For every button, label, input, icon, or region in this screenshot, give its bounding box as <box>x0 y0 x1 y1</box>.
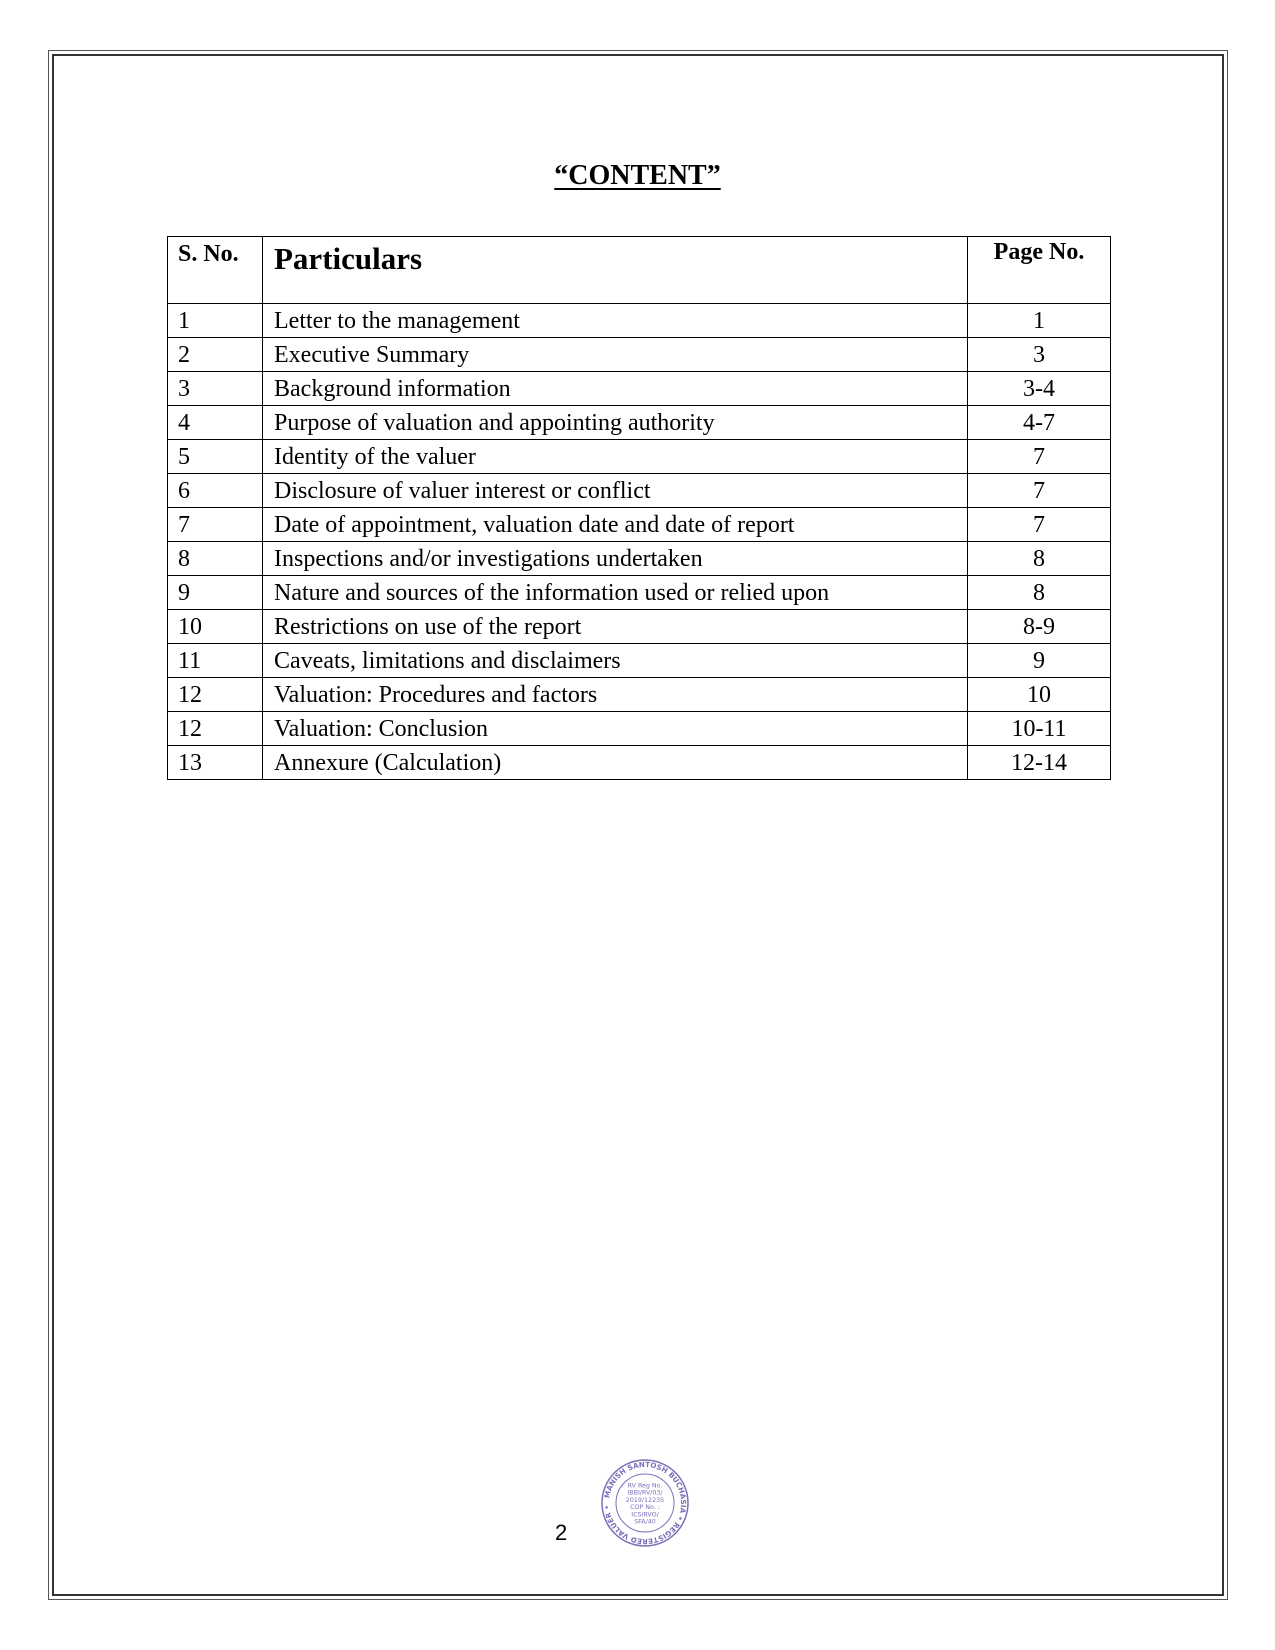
row-serial-number: 13 <box>168 746 263 780</box>
row-page-number: 9 <box>968 644 1111 678</box>
row-page-number: 12-14 <box>968 746 1111 780</box>
row-particulars: Nature and sources of the information used or relied upon <box>263 576 968 610</box>
row-serial-number: 7 <box>168 508 263 542</box>
row-page-number: 3-4 <box>968 372 1111 406</box>
row-particulars: Date of appointment, valuation date and date of report <box>263 508 968 542</box>
header-serial-number: S. No. <box>168 237 263 304</box>
row-serial-number: 11 <box>168 644 263 678</box>
row-serial-number: 3 <box>168 372 263 406</box>
header-page-number: Page No. <box>968 237 1111 304</box>
row-particulars: Disclosure of valuer interest or conflict <box>263 474 968 508</box>
row-page-number: 10-11 <box>968 712 1111 746</box>
row-serial-number: 6 <box>168 474 263 508</box>
row-page-number: 8-9 <box>968 610 1111 644</box>
contents-table <box>167 236 1111 780</box>
table-row <box>168 338 1111 372</box>
row-particulars: Restrictions on use of the report <box>263 610 968 644</box>
document-title-text: “CONTENT” <box>554 160 721 191</box>
row-page-number: 7 <box>968 474 1111 508</box>
seal-text-line: RV Reg No. <box>627 1482 663 1490</box>
row-particulars: Purpose of valuation and appointing authority <box>263 406 968 440</box>
document-title <box>0 160 1275 192</box>
row-page-number: 1 <box>968 304 1111 338</box>
table-row <box>168 508 1111 542</box>
row-page-number: 7 <box>968 508 1111 542</box>
row-page-number: 4-7 <box>968 406 1111 440</box>
table-row <box>168 304 1111 338</box>
table-row <box>168 440 1111 474</box>
row-serial-number: 2 <box>168 338 263 372</box>
row-particulars: Inspections and/or investigations undertaken <box>263 542 968 576</box>
page-number: 2 <box>555 1520 568 1545</box>
table-header-row <box>168 237 1111 304</box>
seal-ring-text: MANISH SANTOSH BUCHASIA • REGISTERED VALUER • <box>602 1459 689 1547</box>
table-row <box>168 406 1111 440</box>
header-particulars: Particulars <box>263 237 968 304</box>
seal-text-line: IBBI/RV/03/ <box>627 1489 663 1497</box>
seal-center-text <box>626 1483 664 1526</box>
row-particulars: Valuation: Procedures and factors <box>263 678 968 712</box>
row-particulars: Valuation: Conclusion <box>263 712 968 746</box>
row-particulars: Caveats, limitations and disclaimers <box>263 644 968 678</box>
table-row <box>168 610 1111 644</box>
row-particulars: Background information <box>263 372 968 406</box>
row-serial-number: 4 <box>168 406 263 440</box>
row-page-number: 8 <box>968 542 1111 576</box>
row-particulars: Executive Summary <box>263 338 968 372</box>
row-particulars: Annexure (Calculation) <box>263 746 968 780</box>
seal-text-line: 2019/12235 <box>625 1496 665 1504</box>
seal-text-line: COP No. : <box>630 1504 660 1512</box>
seal-text-line: SFA/40 <box>634 1518 656 1526</box>
table-row <box>168 712 1111 746</box>
table-row <box>168 542 1111 576</box>
row-serial-number: 1 <box>168 304 263 338</box>
row-page-number: 8 <box>968 576 1111 610</box>
row-particulars: Identity of the valuer <box>263 440 968 474</box>
row-page-number: 3 <box>968 338 1111 372</box>
registered-valuer-seal-stamp <box>600 1458 690 1548</box>
row-serial-number: 12 <box>168 712 263 746</box>
row-page-number: 7 <box>968 440 1111 474</box>
row-page-number: 10 <box>968 678 1111 712</box>
table-row <box>168 678 1111 712</box>
table-row <box>168 644 1111 678</box>
table-row <box>168 746 1111 780</box>
row-serial-number: 10 <box>168 610 263 644</box>
row-serial-number: 12 <box>168 678 263 712</box>
table-row <box>168 474 1111 508</box>
table-body <box>168 304 1111 780</box>
table-row <box>168 576 1111 610</box>
row-serial-number: 9 <box>168 576 263 610</box>
seal-text-line: ICSIRVO/ <box>631 1511 659 1519</box>
row-serial-number: 8 <box>168 542 263 576</box>
table-row <box>168 372 1111 406</box>
row-serial-number: 5 <box>168 440 263 474</box>
row-particulars: Letter to the management <box>263 304 968 338</box>
